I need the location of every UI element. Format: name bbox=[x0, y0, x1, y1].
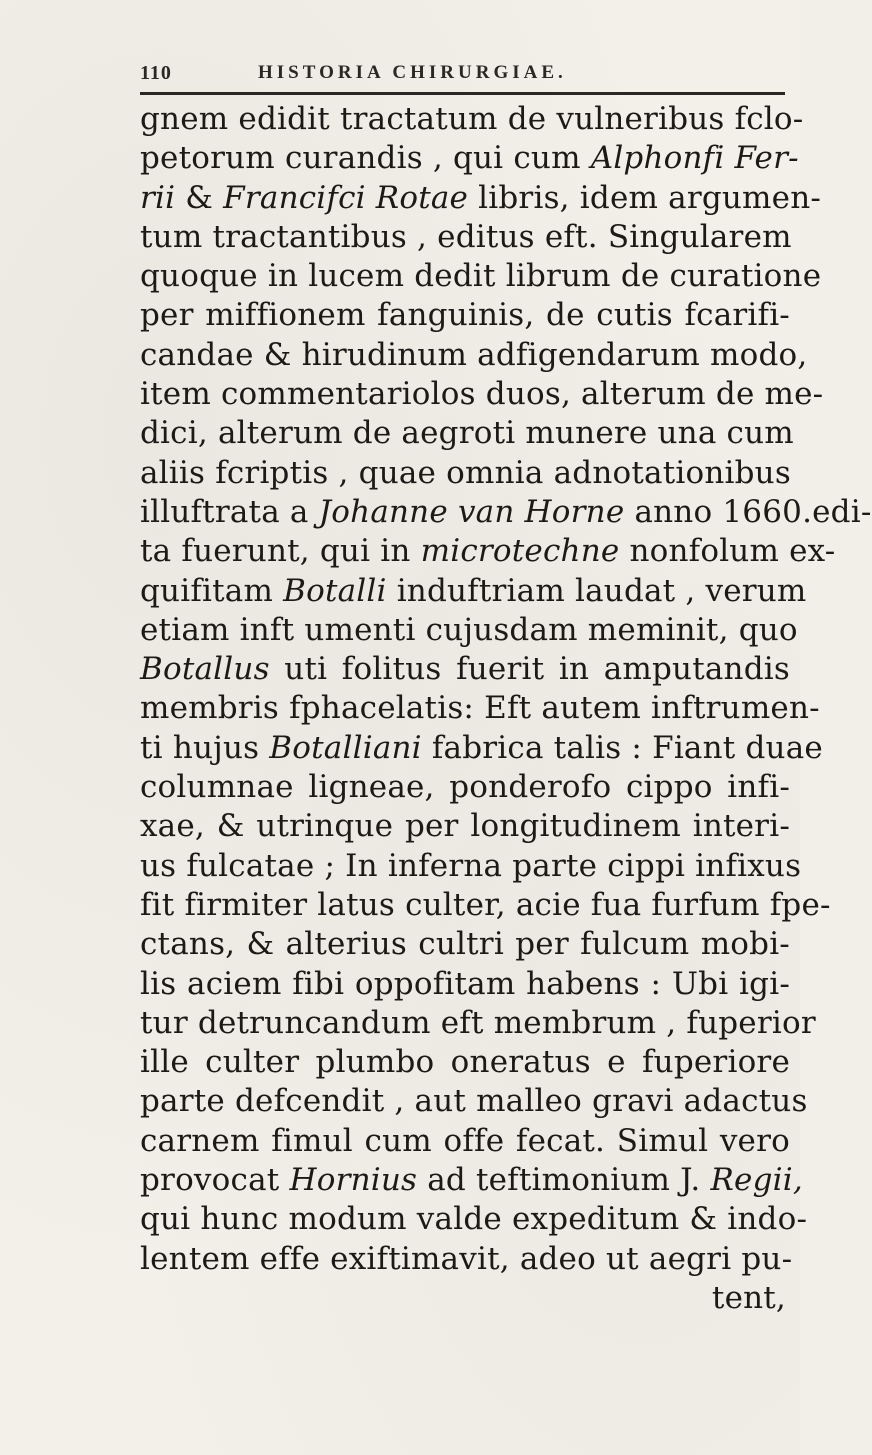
text-segment: ta fuerunt, qui in bbox=[140, 533, 421, 570]
text-segment: lentem effe exiftimavit, adeo ut aegri pu- bbox=[140, 1240, 793, 1277]
text-segment: ille culter plumbo oneratus e fuperiore bbox=[140, 1044, 790, 1081]
text-line bbox=[140, 454, 790, 493]
text-segment: fit firmiter latus culter, acie fua furfum fpe- bbox=[140, 886, 831, 923]
text-segment: carnem fimul cum offe fecat. Simul vero bbox=[140, 1122, 790, 1159]
text-line bbox=[140, 1161, 803, 1200]
italic-name: Alphonfi Fer- bbox=[590, 140, 799, 177]
text-line bbox=[140, 572, 807, 611]
text-line bbox=[140, 100, 804, 139]
text-line bbox=[140, 414, 794, 453]
text-segment: illuftrata a bbox=[140, 493, 319, 530]
text-segment: columnae ligneae, ponderofo cippo infi- bbox=[140, 769, 790, 806]
running-head bbox=[140, 56, 785, 92]
text-segment: qui hunc modum valde expeditum & indo- bbox=[140, 1201, 808, 1238]
text-line bbox=[140, 139, 799, 178]
text-segment: gnem edidit tractatum de vulneribus fclo- bbox=[140, 101, 804, 137]
text-line bbox=[140, 611, 798, 650]
italic-name: Botalliani bbox=[269, 729, 422, 766]
text-line bbox=[140, 1082, 808, 1121]
text-segment: membris fphacelatis: Eft autem inftrumen- bbox=[140, 690, 820, 727]
text-line bbox=[140, 1043, 790, 1082]
text-line bbox=[140, 179, 822, 218]
italic-name: Francifci Rotae bbox=[223, 179, 469, 216]
text-segment: induftriam laudat , verum bbox=[386, 572, 807, 609]
text-segment: ad teftimonium J. bbox=[417, 1162, 711, 1199]
text-line bbox=[140, 847, 802, 886]
text-segment: item commentariolos duos, alterum de me- bbox=[140, 376, 824, 413]
text-segment: libris, idem argumen- bbox=[468, 179, 822, 216]
text-line bbox=[140, 807, 790, 846]
text-line bbox=[140, 650, 790, 689]
italic-name: Botalli bbox=[283, 572, 387, 609]
text-segment: tum tractantibus , editus eft. Singularem bbox=[140, 218, 792, 255]
page-number: 110 bbox=[140, 62, 172, 84]
text-line bbox=[140, 1122, 790, 1161]
italic-name: Botallus bbox=[140, 651, 270, 688]
text-segment: parte defcendit , aut malleo gravi adactus bbox=[140, 1083, 808, 1120]
text-line bbox=[140, 532, 836, 571]
text-line bbox=[140, 925, 790, 964]
text-segment: quifitam bbox=[140, 572, 284, 609]
italic-name: Hornius bbox=[289, 1162, 418, 1199]
text-line bbox=[140, 689, 820, 728]
text-segment: aliis fcriptis , quae omnia adnotationibus bbox=[140, 454, 791, 491]
text-line bbox=[140, 336, 808, 375]
text-segment: xae, & utrinque per longitudinem interi- bbox=[140, 808, 790, 845]
text-segment: lis aciem fibi oppofitam habens : Ubi igi- bbox=[140, 965, 790, 1002]
text-line bbox=[140, 296, 790, 335]
text-line bbox=[140, 375, 824, 414]
text-line bbox=[140, 493, 872, 532]
text-segment: tent, bbox=[711, 1279, 786, 1316]
text-segment: petorum curandis , qui cum bbox=[140, 140, 591, 177]
text-line bbox=[140, 886, 831, 925]
text-segment: candae & hirudinum adfigendarum modo, bbox=[140, 336, 808, 373]
italic-name: rii bbox=[140, 179, 176, 216]
text-segment: us fulcatae ; In inferna parte cippi infixus bbox=[140, 847, 802, 884]
header-rule bbox=[140, 92, 785, 95]
text-segment: quoque in lucem dedit librum de curatione bbox=[140, 258, 822, 295]
text-line bbox=[140, 218, 790, 257]
text-segment: provocat bbox=[140, 1162, 290, 1199]
text-line bbox=[140, 257, 822, 296]
text-segment: ctans, & alterius cultri per fulcum mobi- bbox=[140, 926, 790, 963]
text-segment: tur detruncandum eft membrum , fuperior bbox=[140, 1004, 816, 1041]
text-line bbox=[140, 965, 790, 1004]
text-segment: ti hujus bbox=[140, 729, 270, 766]
text-line bbox=[140, 1200, 808, 1239]
text-segment: dici, alterum de aegroti munere una cum bbox=[140, 415, 794, 452]
italic-name: Regii, bbox=[710, 1162, 803, 1199]
text-segment: per miffionem fanguinis, de cutis fcarifi- bbox=[140, 297, 790, 334]
text-line bbox=[140, 1240, 793, 1279]
italic-name: Johanne van Horne bbox=[318, 493, 625, 530]
text-line bbox=[140, 1004, 816, 1043]
text-segment: anno 1660.edi- bbox=[624, 493, 872, 530]
text-line bbox=[140, 1279, 790, 1318]
text-segment: nonfolum ex- bbox=[619, 533, 836, 570]
running-title: HISTORIA CHIRURGIAE. bbox=[258, 62, 567, 83]
text-segment: & bbox=[175, 179, 224, 216]
text-segment: uti folitus fuerit in amputandis bbox=[269, 651, 790, 688]
body-text bbox=[140, 100, 872, 1318]
text-line bbox=[140, 729, 823, 768]
text-line bbox=[140, 768, 790, 807]
text-segment: fabrica talis : Fiant duae bbox=[421, 729, 823, 766]
text-segment: etiam inft umenti cujusdam meminit, quo bbox=[140, 611, 798, 648]
italic-name: microtechne bbox=[420, 533, 620, 570]
